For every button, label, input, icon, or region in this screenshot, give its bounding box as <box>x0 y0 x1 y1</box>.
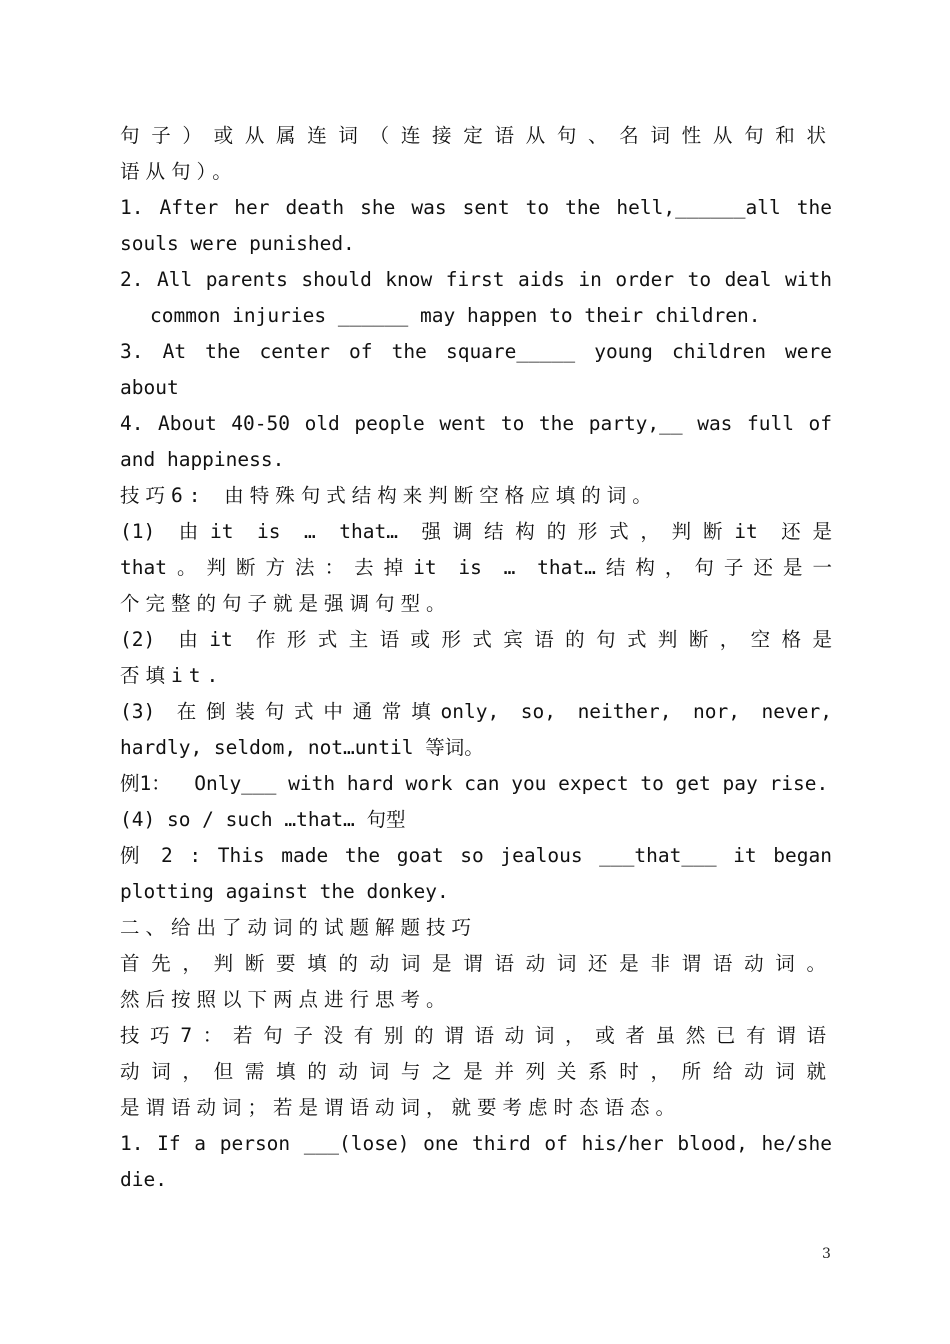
question-line: die. <box>120 1168 167 1191</box>
document-page <box>120 118 832 1198</box>
question-line: souls were punished. <box>120 232 355 255</box>
question-line: 4. About 40-50 old people went to the party,__ was full of <box>120 412 832 435</box>
text-line: 然后按照以下两点进行思考。 <box>120 988 452 1011</box>
text-line: 首先，判断要填的动词是谓语动词还是非谓语动词。 <box>120 952 832 975</box>
question-line: about <box>120 376 179 399</box>
text-line: 句子）或从属连词（连接定语从句、名词性从句和状 <box>120 124 832 147</box>
text-line: (1) 由it is … that… 强调结构的形式，判断it 还是 <box>120 520 832 543</box>
text-line: 否填it. <box>120 664 225 687</box>
question-line: 1. After her death she was sent to the hell,______all the <box>120 196 832 219</box>
question-line: 2. All parents should know first aids in order to deal with <box>120 268 832 291</box>
text-line: (4) so / such …that… 句型 <box>120 808 406 831</box>
section-heading: 技巧7：若句子没有别的谓语动词，或者虽然已有谓语 <box>120 1024 832 1047</box>
question-line: 3. At the center of the square_____ young children were <box>120 340 832 363</box>
example-line: 例 2 : This made the goat so jealous ___that___ it began <box>120 844 832 867</box>
text-line: 个完整的句子就是强调句型。 <box>120 592 452 615</box>
example-line: 例1： Only___ with hard work can you expect to get pay rise. <box>120 772 829 795</box>
text-line: 动词，但需填的动词与之是并列关系时，所给动词就 <box>120 1060 832 1083</box>
question-line: 1. If a person ___(lose) one third of his/her blood, he/she <box>120 1132 832 1155</box>
text-line: 语从句）。 <box>120 160 238 183</box>
section-heading: 技巧6: 由特殊句式结构来判断空格应填的词。 <box>120 484 658 507</box>
page-number: 3 <box>822 1246 831 1262</box>
text-line: 是谓语动词；若是谓语动词，就要考虑时态语态。 <box>120 1096 682 1119</box>
section-heading: 二、给出了动词的试题解题技巧 <box>120 916 478 939</box>
question-line: and happiness. <box>120 448 285 471</box>
text-line: that。判断方法：去掉it is … that…结构，句子还是一 <box>120 556 832 579</box>
text-line: (2) 由it 作形式主语或形式宾语的句式判断，空格是 <box>120 628 832 651</box>
question-line: common injuries ______ may happen to their children. <box>150 304 761 327</box>
example-line: plotting against the donkey. <box>120 880 449 903</box>
text-line: (3) 在倒装句式中通常填only, so, neither, nor, never, <box>120 700 832 723</box>
text-line: hardly, seldom, not…until 等词。 <box>120 736 484 759</box>
